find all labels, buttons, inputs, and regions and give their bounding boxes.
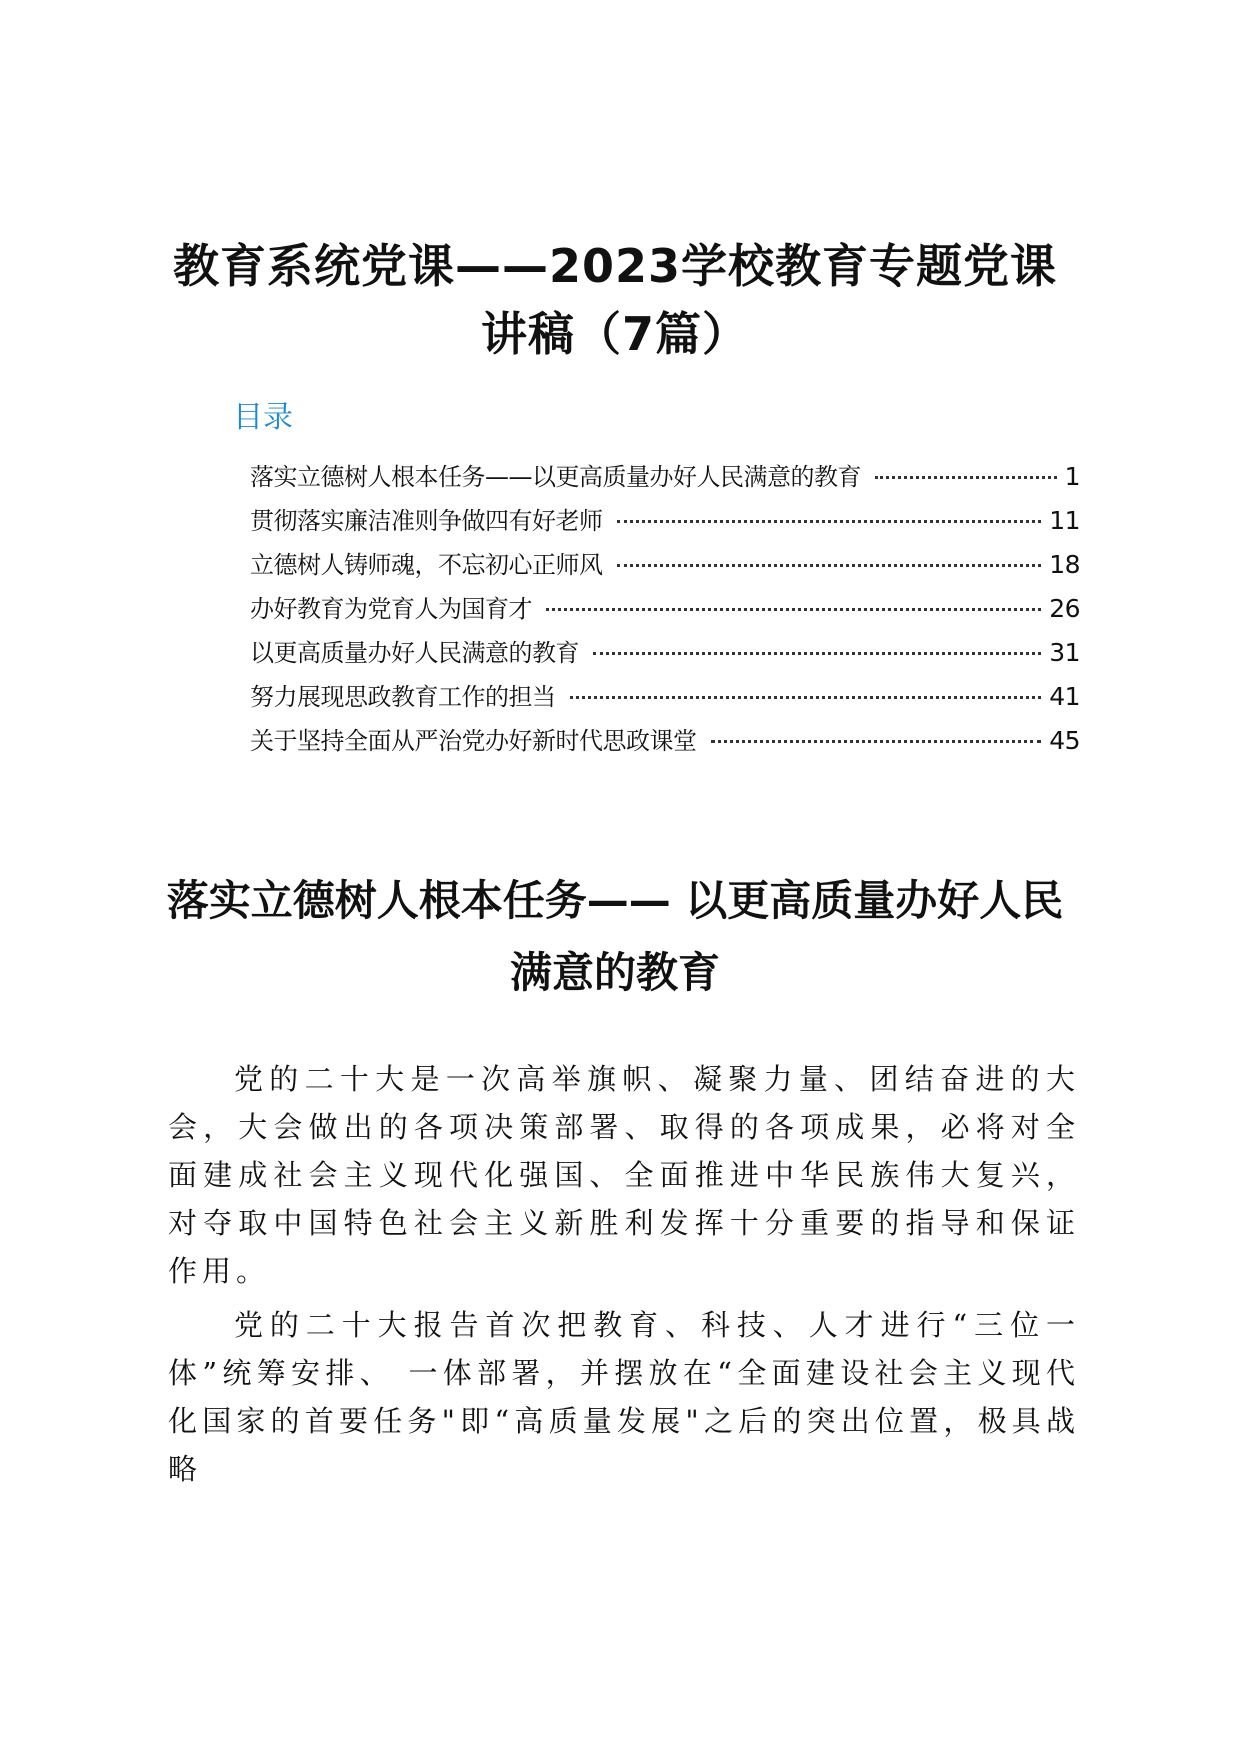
toc-leader-dots bbox=[617, 520, 1042, 523]
toc-leader-dots bbox=[875, 476, 1057, 479]
toc-leader-dots bbox=[546, 608, 1041, 611]
toc-leader-dots bbox=[593, 652, 1041, 655]
section-title: 落实立德树人根本任务—— 以更高质量办好人民满意的教育 bbox=[166, 876, 1064, 997]
toc-entry-title: 办好教育为党育人为国育才 bbox=[250, 595, 532, 623]
toc-page-number: 18 bbox=[1049, 550, 1080, 579]
toc-entry-title: 关于坚持全面从严治党办好新时代思政课堂 bbox=[250, 727, 697, 755]
table-of-contents bbox=[250, 455, 1080, 763]
toc-entry[interactable] bbox=[250, 543, 1080, 587]
toc-leader-dots bbox=[570, 696, 1042, 699]
toc-entry[interactable] bbox=[250, 719, 1080, 763]
body-paragraph: 党的二十大是一次高举旗帜、凝聚力量、团结奋进的大会，大会做出的各项决策部署、取得的各项成果，必将对全面建成社会主义现代化强国、全面推进中华民族伟大复兴，对夺取中国特色社会主义新胜利发挥十分重要的指导和保证作用。 bbox=[168, 1062, 1080, 1288]
toc-entry-title: 以更高质量办好人民满意的教育 bbox=[250, 639, 579, 667]
toc-entry[interactable] bbox=[250, 675, 1080, 719]
section-body bbox=[168, 1055, 1080, 1499]
toc-leader-dots bbox=[711, 740, 1042, 743]
toc-page-number: 1 bbox=[1064, 462, 1080, 491]
toc-page-number: 31 bbox=[1049, 638, 1080, 667]
toc-leader-dots bbox=[617, 564, 1042, 567]
toc-page-number: 11 bbox=[1049, 506, 1080, 535]
toc-entry[interactable] bbox=[250, 499, 1080, 543]
body-paragraph: 党的二十大报告首次把教育、科技、人才进行“三位一体”统筹安排、 一体部署，并摆放在“全面建设社会主义现代化国家的首要任务"即“高质量发展"之后的突出位置，极具战略 bbox=[168, 1308, 1080, 1486]
toc-entry[interactable] bbox=[250, 455, 1080, 499]
toc-entry[interactable] bbox=[250, 631, 1080, 675]
toc-entry[interactable] bbox=[250, 587, 1080, 631]
toc-page-number: 45 bbox=[1049, 726, 1080, 755]
toc-entry-title: 贯彻落实廉洁准则争做四有好老师 bbox=[250, 507, 603, 535]
document-title: 教育系统党课——2023学校教育专题党课讲稿（7篇） bbox=[172, 239, 1058, 361]
toc-page-number: 26 bbox=[1049, 594, 1080, 623]
toc-heading: 目录 bbox=[233, 400, 293, 435]
toc-entry-title: 努力展现思政教育工作的担当 bbox=[250, 683, 556, 711]
toc-entry-title: 落实立德树人根本任务——以更高质量办好人民满意的教育 bbox=[250, 463, 861, 491]
toc-page-number: 41 bbox=[1049, 682, 1080, 711]
toc-entry-title: 立德树人铸师魂，不忘初心正师风 bbox=[250, 551, 603, 579]
